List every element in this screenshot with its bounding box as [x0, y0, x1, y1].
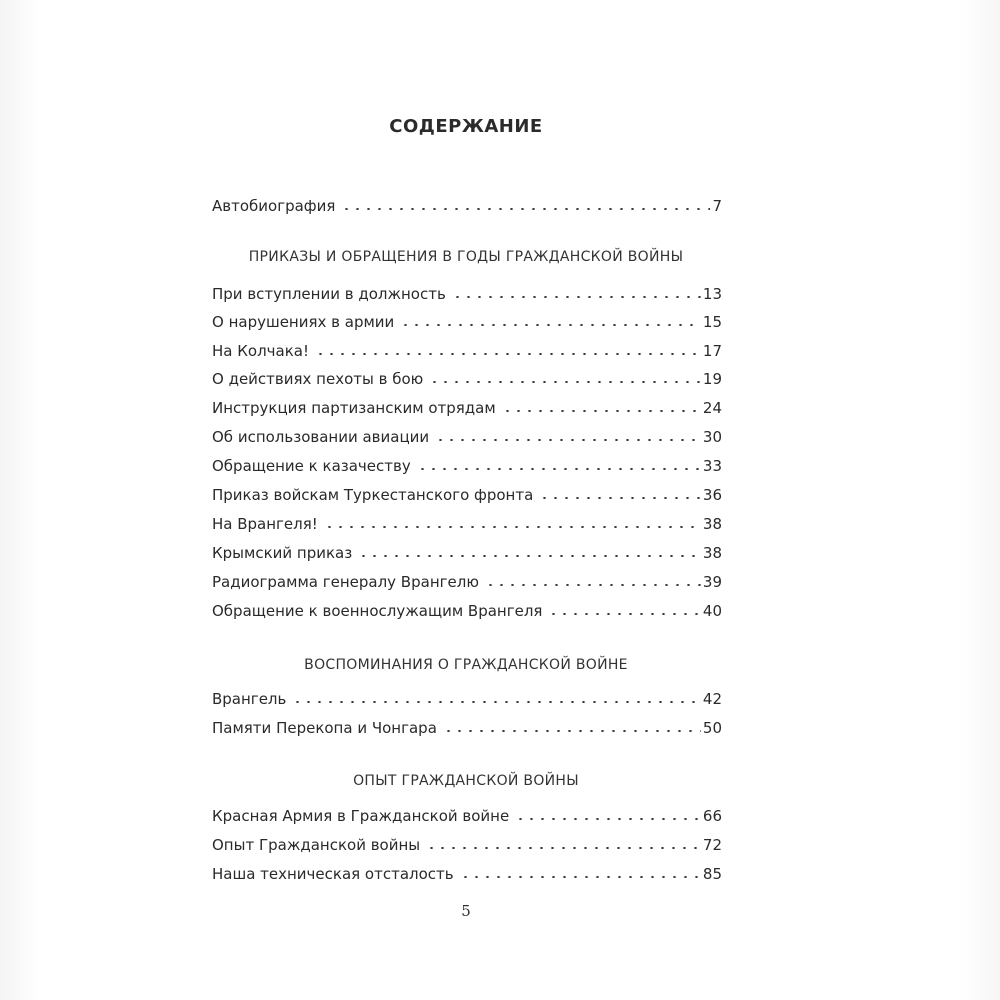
toc-entry-label: Приказ войскам Туркестанского фронта [212, 486, 534, 504]
dot-leader [426, 847, 701, 849]
toc-entry-page: 13 [702, 285, 722, 303]
dot-leader [341, 208, 710, 210]
section-heading: ПРИКАЗЫ И ОБРАЩЕНИЯ В ГОДЫ ГРАЖДАНСКОЙ ВОЙНЫ [248, 249, 684, 265]
toc-entry [212, 717, 722, 739]
toc-entry-label: Обращение к военнослужащим Врангеля [212, 602, 543, 620]
toc-entry-label: Крымский приказ [212, 544, 353, 562]
toc-entry-label: На Врангеля! [212, 515, 318, 533]
toc-entry [212, 863, 722, 885]
dot-leader [400, 324, 701, 326]
toc-entry [212, 397, 722, 419]
toc-entry-label: Обращение к казачеству [212, 457, 411, 475]
toc-entry-label: Инструкция партизанским отрядам [212, 399, 496, 417]
toc-entry-page: 38 [702, 515, 722, 533]
toc-entry-label: Автобиография [212, 197, 336, 215]
dot-leader [539, 497, 701, 499]
toc-entry-page: 17 [702, 342, 722, 360]
dot-leader [443, 730, 701, 732]
toc-entry [212, 311, 722, 333]
toc-entry-label: Красная Армия в Гражданской войне [212, 807, 510, 825]
section-heading: ВОСПОМИНАНИЯ О ГРАЖДАНСКОЙ ВОЙНЕ [304, 657, 628, 673]
dot-leader [548, 613, 700, 615]
toc-entry [212, 455, 722, 477]
dot-leader [485, 584, 701, 586]
toc-entry-label: Памяти Перекопа и Чонгара [212, 719, 437, 737]
toc-entry-page: 85 [702, 865, 722, 883]
toc-entry [212, 513, 722, 535]
toc-entry-page: 15 [702, 313, 722, 331]
toc-entry-page: 38 [702, 544, 722, 562]
toc-entry-label: О нарушениях в армии [212, 313, 395, 331]
toc-entry-page: 40 [702, 602, 722, 620]
dot-leader [452, 296, 701, 298]
dot-leader [435, 439, 701, 441]
toc-entry-page: 66 [702, 807, 722, 825]
toc-entry-label: Радиограмма генералу Врангелю [212, 573, 479, 591]
toc-entry-label: О действиях пехоты в бою [212, 370, 424, 388]
toc-entry-page: 50 [702, 719, 722, 737]
toc-entry-page: 33 [702, 457, 722, 475]
toc-entry-page: 36 [702, 486, 722, 504]
section-heading: ОПЫТ ГРАЖДАНСКОЙ ВОЙНЫ [353, 773, 579, 789]
toc-entry-label: Наша техническая отсталость [212, 865, 454, 883]
dot-leader [292, 701, 701, 703]
toc-entry-page: 19 [702, 370, 722, 388]
toc-entry-page: 39 [702, 573, 722, 591]
page-title: СОДЕРЖАНИЕ [389, 116, 543, 137]
toc-entry [212, 426, 722, 448]
toc-entry-label: Об использовании авиации [212, 428, 430, 446]
toc-entry [212, 484, 722, 506]
toc-entry [212, 542, 722, 564]
dot-leader [429, 381, 701, 383]
dot-leader [515, 818, 701, 820]
dot-leader [315, 353, 701, 355]
toc-entry-label: Врангель [212, 690, 287, 708]
toc-entry [212, 340, 722, 362]
toc-entry [212, 834, 722, 856]
toc-entry-page: 7 [712, 197, 722, 215]
dot-leader [358, 555, 701, 557]
toc-entry [212, 368, 722, 390]
toc-entry-label: На Колчака! [212, 342, 309, 360]
toc-entry [212, 805, 722, 827]
toc-entry-label: Опыт Гражданской войны [212, 836, 421, 854]
toc-entry [212, 195, 722, 217]
dot-leader [502, 410, 701, 412]
toc-entry-page: 24 [702, 399, 722, 417]
dot-leader [417, 468, 701, 470]
toc-entry [212, 688, 722, 710]
toc-entry-label: При вступлении в должность [212, 285, 446, 303]
dot-leader [460, 876, 701, 878]
toc-entry-page: 30 [702, 428, 722, 446]
toc-entry-page: 72 [702, 836, 722, 854]
page-number: 5 [461, 902, 471, 920]
toc-entry [212, 571, 722, 593]
toc-entry [212, 600, 722, 622]
dot-leader [324, 526, 701, 528]
toc-entry [212, 283, 722, 305]
toc-entry-page: 42 [702, 690, 722, 708]
